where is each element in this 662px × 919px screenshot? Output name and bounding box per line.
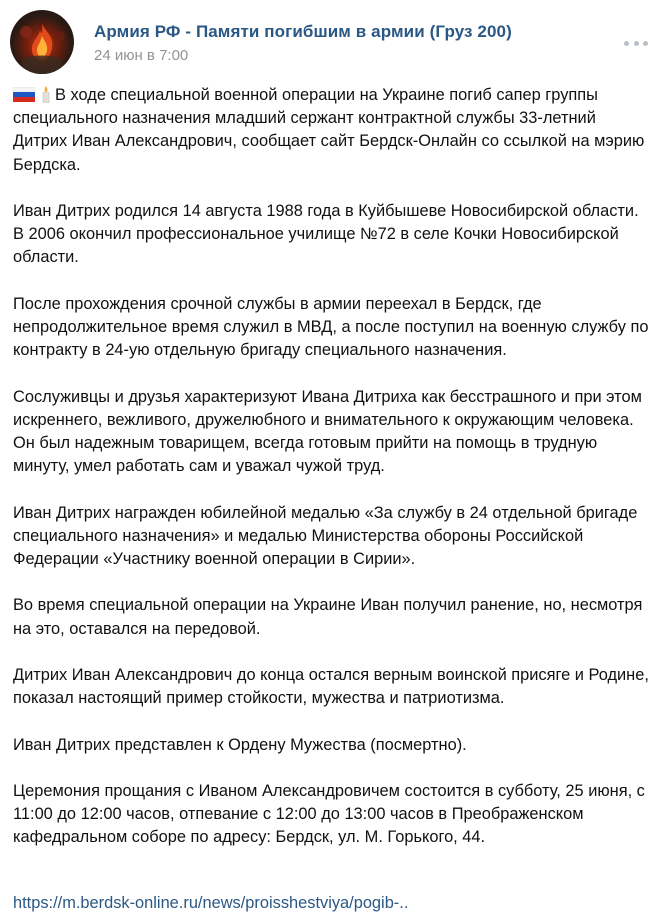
post-paragraph-8: Иван Дитрих представлен к Ордену Мужества (посмертно). <box>13 735 467 754</box>
post-date[interactable]: 24 июн в 7:00 <box>94 47 189 64</box>
post-header <box>10 10 652 74</box>
dot <box>624 41 629 46</box>
more-dots-icon[interactable] <box>624 38 648 48</box>
candle-icon <box>39 85 53 103</box>
post-paragraph-9: Церемония прощания с Иваном Александровичем состоится в субботу, 25 июня, с 11:00 до 12:00 часов, отпевание с 12:00 до 13:00 часов в Преображенском кафедральном соборе по адресу: Бердск, ул. М. Горького, 44. <box>13 781 645 847</box>
author-name[interactable]: Армия РФ - Памяти погибшим в армии (Груз 200) <box>94 22 512 41</box>
dot <box>634 41 639 46</box>
post-paragraph-2: Иван Дитрих родился 14 августа 1988 года в Куйбышеве Новосибирской области. В 2006 окончил профессиональное училище №72 в селе Кочки Новосибирской области. <box>13 202 639 267</box>
avatar-flame-icon <box>10 10 74 74</box>
paragraph-text: В ходе специальной военной операции на Украине погиб сапер группы специального назначения младший сержант контрактной службы 33-летний Дитрих Иван Александрович, сообщает сайт Бердск-Онлайн со ссылкой на мэрию Бердска. <box>13 86 645 174</box>
post-paragraph-6: Во время специальной операции на Украине Иван получил ранение, но, несмотря на это, оставался на передовой. <box>13 596 643 638</box>
russia-flag-icon <box>13 87 35 102</box>
post-paragraph-1 <box>13 84 651 177</box>
community-avatar[interactable] <box>10 10 74 74</box>
dot <box>643 41 648 46</box>
post-paragraph-7: Дитрих Иван Александрович до конца остался верным воинской присяге и Родине, показал настоящий пример стойкости, мужества и патриотизма. <box>13 665 649 708</box>
source-link[interactable]: https://m.berdsk-online.ru/news/proisshestviya/pogib-.. <box>13 894 409 912</box>
post-text <box>13 84 651 873</box>
post-paragraph-5: Иван Дитрих награжден юбилейной медалью «За службу в 24 отдельной бригаде специального назначения» и медалью Министерства обороны Российской Федерации «Участнику военной операции в Сирии». <box>13 503 638 568</box>
post-paragraph-3: После прохождения срочной службы в армии переехал в Бердск, где непродолжительное время служил в МВД, а после поступил на военную службу по контракту в 24-ую отдельную бригаду специального назначения. <box>13 294 649 360</box>
post-paragraph-4: Сослуживцы и друзья характеризуют Ивана Дитриха как бесстрашного и при этом искреннего, вежливого, дружелюбного и внимательного к окружающим человека. Он был надежным товарищем, всегда готовым прийти на помощь в трудную минуту, умел работать сам и уважал чужой труд. <box>13 387 642 476</box>
